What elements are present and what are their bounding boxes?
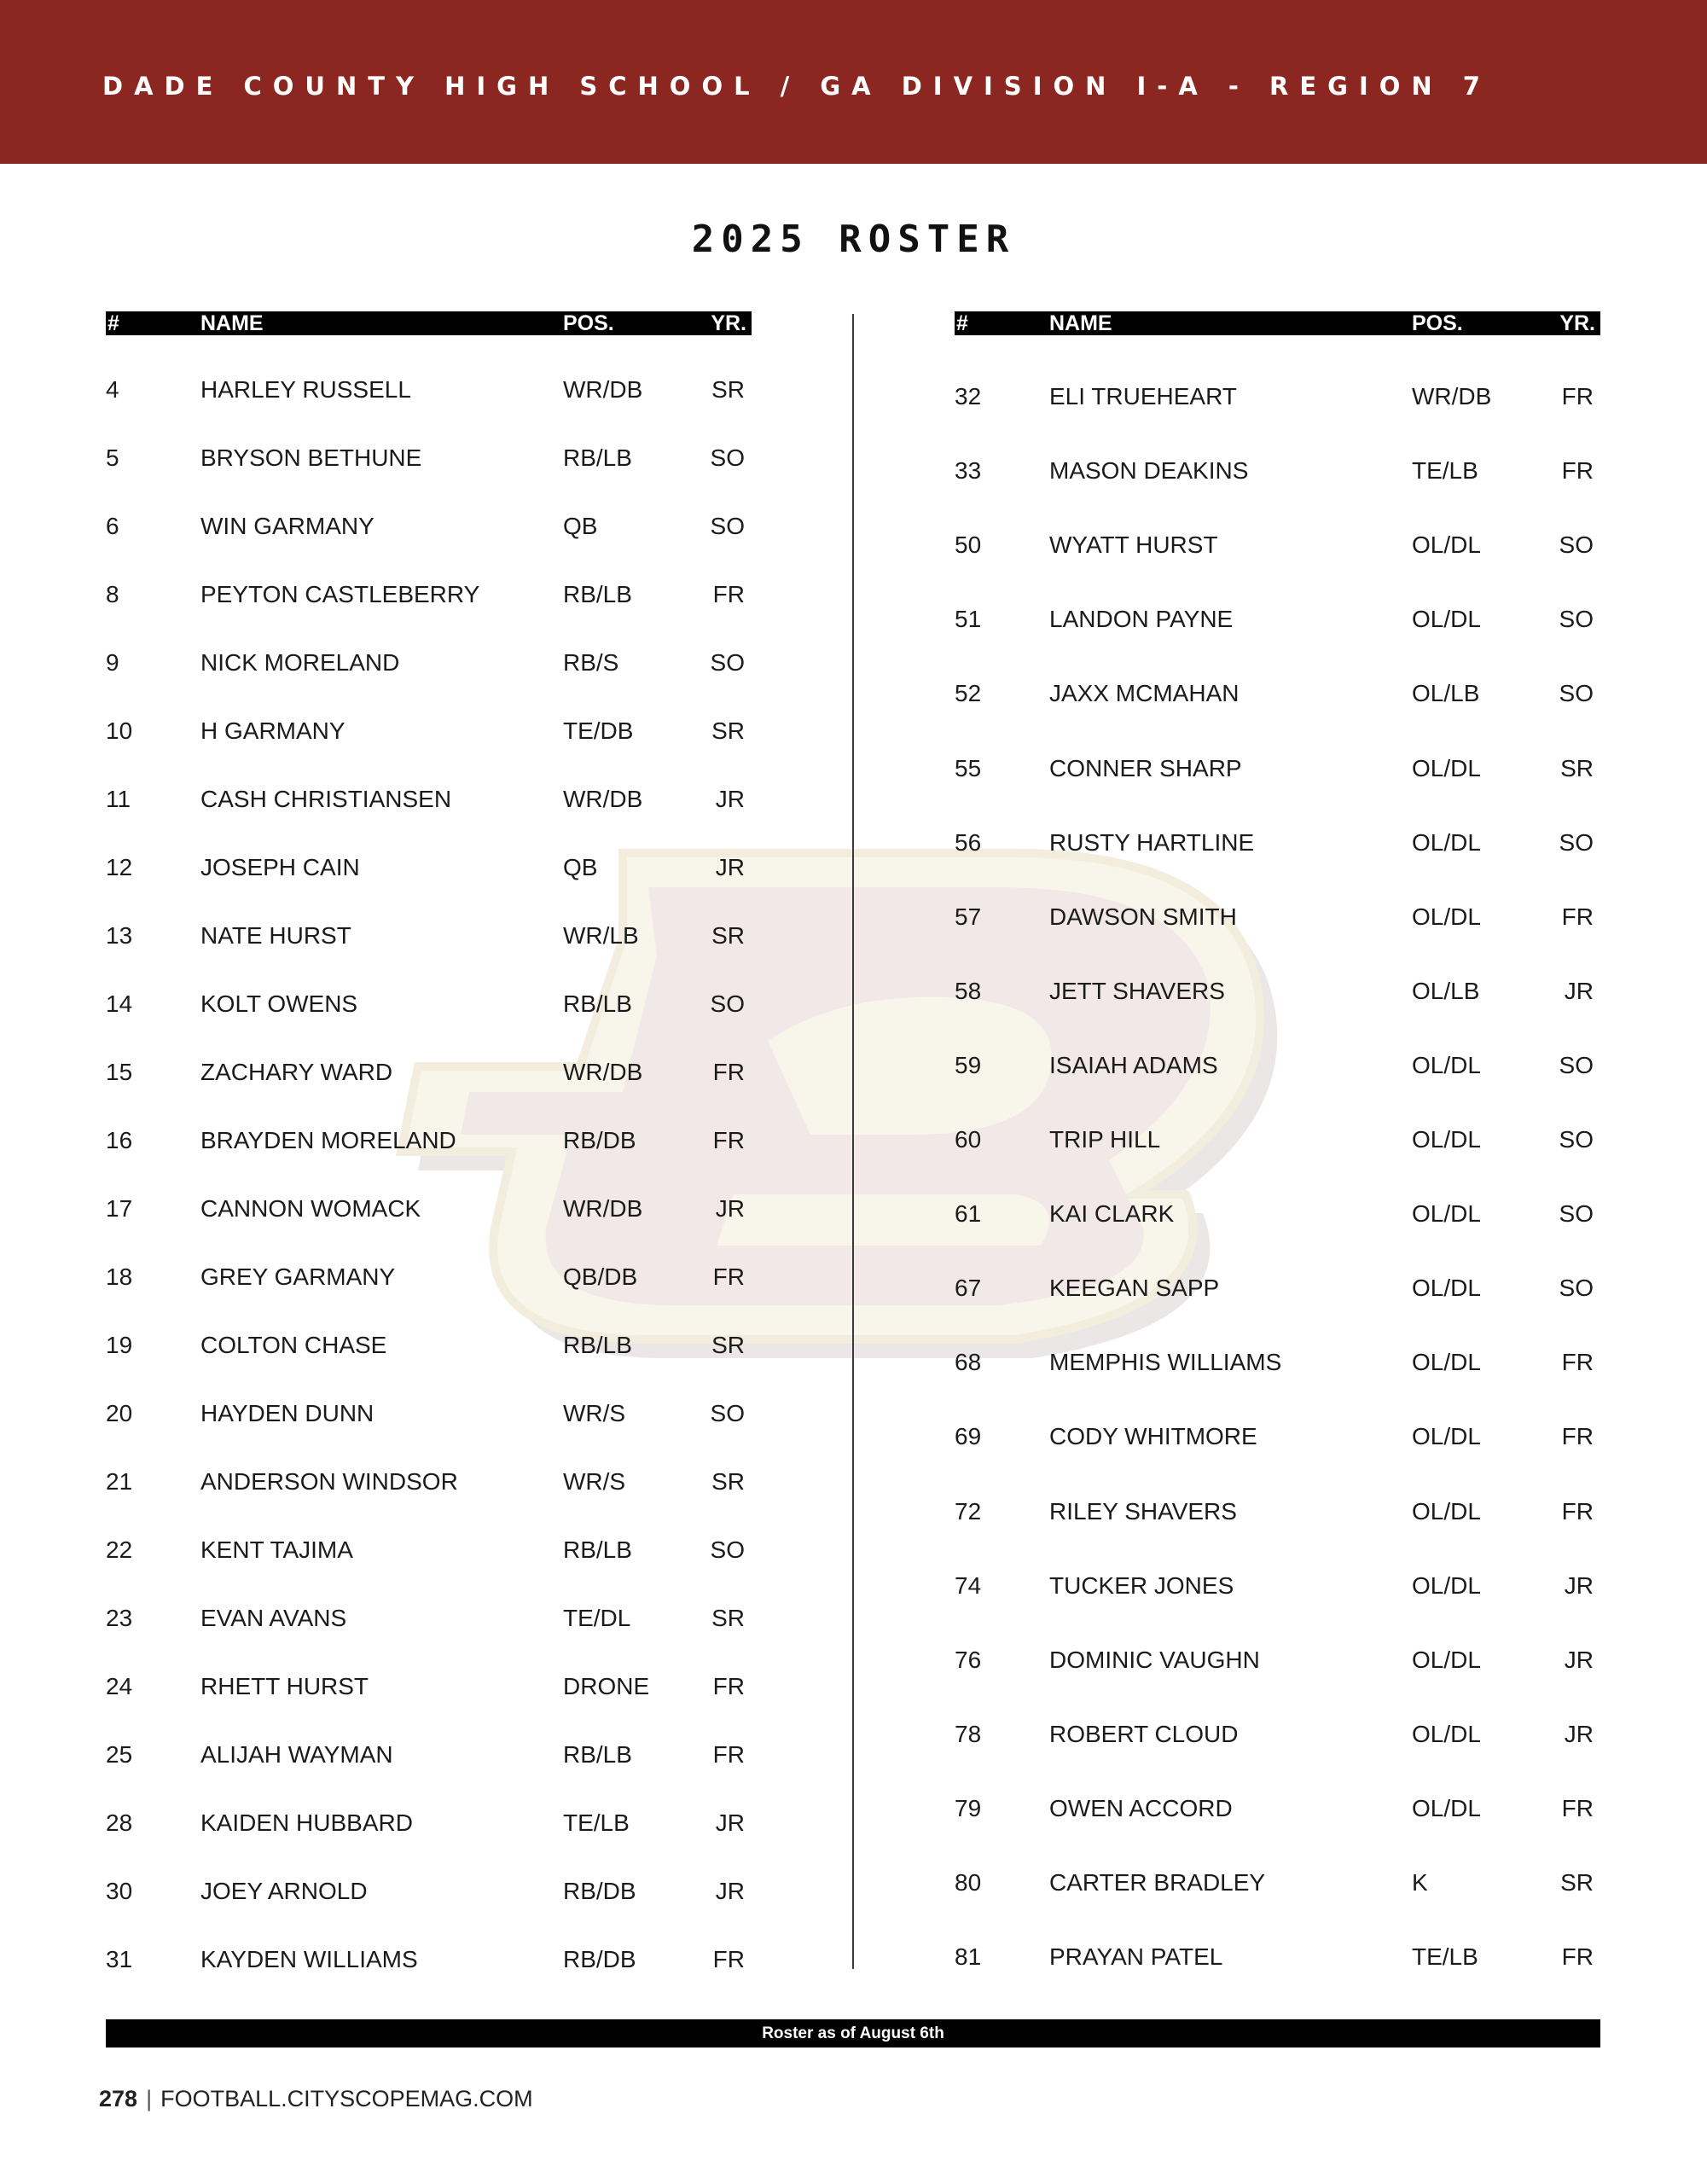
player-position: TE/LB	[1412, 457, 1478, 485]
player-name: NICK MORELAND	[200, 649, 400, 676]
header-pos: POS.	[563, 311, 614, 335]
player-year: JR	[1564, 1571, 1594, 1599]
roster-row	[955, 1123, 1600, 1157]
player-position: QB	[563, 854, 598, 880]
player-number: 6	[106, 513, 119, 539]
player-name: KOLT OWENS	[200, 990, 358, 1017]
player-number: 59	[955, 1051, 982, 1078]
page-footer	[99, 2086, 533, 2112]
player-year: SO	[710, 990, 745, 1017]
roster-row	[106, 919, 752, 953]
player-name: WIN GARMANY	[200, 513, 374, 539]
header-num: #	[956, 311, 968, 335]
player-name: WYATT HURST	[1049, 531, 1218, 559]
player-number: 25	[106, 1741, 133, 1768]
player-number: 51	[955, 606, 982, 633]
player-name: TUCKER JONES	[1049, 1571, 1234, 1599]
player-year: JR	[715, 854, 745, 880]
roster-row	[106, 373, 752, 407]
player-number: 23	[106, 1605, 133, 1631]
player-name: KAI CLARK	[1049, 1200, 1175, 1228]
player-name: H GARMANY	[200, 717, 345, 744]
roster-row	[106, 1670, 752, 1704]
roster-row	[106, 851, 752, 885]
player-year: SO	[1559, 1275, 1594, 1302]
player-name: PRAYAN PATEL	[1049, 1943, 1223, 1971]
player-number: 72	[955, 1497, 982, 1525]
player-number: 22	[106, 1536, 133, 1563]
player-position: RB/LB	[563, 1332, 632, 1358]
player-number: 74	[955, 1571, 982, 1599]
right-column-header	[955, 311, 1600, 335]
player-year: SR	[711, 1605, 745, 1631]
player-year: JR	[715, 1878, 745, 1904]
footer-separator: |	[146, 2086, 153, 2111]
player-position: RB/DB	[563, 1946, 636, 1972]
player-year: FR	[1561, 1943, 1594, 1971]
roster-row	[955, 1717, 1600, 1751]
player-number: 69	[955, 1423, 982, 1450]
player-position: TE/DB	[563, 717, 634, 744]
player-position: OL/DL	[1412, 1200, 1481, 1228]
roster-row	[106, 1192, 752, 1226]
player-year: SO	[1559, 828, 1594, 856]
player-name: ROBERT CLOUD	[1049, 1720, 1239, 1747]
player-name: ANDERSON WINDSOR	[200, 1468, 458, 1495]
roster-row	[106, 987, 752, 1021]
player-number: 14	[106, 990, 133, 1017]
player-position: OL/DL	[1412, 828, 1481, 856]
roster-row	[106, 1124, 752, 1158]
player-year: SR	[711, 922, 745, 949]
player-year: FR	[1561, 383, 1594, 410]
player-year: SR	[711, 1332, 745, 1358]
roster-row	[106, 782, 752, 816]
player-name: GREY GARMANY	[200, 1263, 396, 1290]
player-position: RB/LB	[563, 581, 632, 607]
player-year: SR	[711, 717, 745, 744]
roster-row	[106, 1601, 752, 1635]
player-position: WR/DB	[563, 376, 643, 403]
player-position: QB	[563, 513, 598, 539]
player-number: 76	[955, 1646, 982, 1673]
player-year: SO	[1559, 1200, 1594, 1228]
roster-row	[955, 1420, 1600, 1454]
page-number: 278	[99, 2086, 138, 2111]
player-name: RILEY SHAVERS	[1049, 1497, 1237, 1525]
roster-row	[106, 1328, 752, 1362]
player-number: 57	[955, 903, 982, 930]
roster-row	[955, 900, 1600, 934]
roster-row	[106, 646, 752, 680]
player-number: 50	[955, 531, 982, 559]
header-band	[0, 0, 1707, 164]
player-number: 56	[955, 828, 982, 856]
player-name: CONNER SHARP	[1049, 754, 1242, 781]
player-year: FR	[712, 1673, 745, 1699]
header-title: DADE COUNTY HIGH SCHOOL / GA DIVISION I-A - REGION 7	[102, 72, 1491, 101]
player-position: OL/DL	[1412, 1497, 1481, 1525]
header-pos: POS.	[1412, 311, 1463, 335]
player-year: FR	[1561, 1423, 1594, 1450]
player-name: ALIJAH WAYMAN	[200, 1741, 393, 1768]
roster-row	[106, 1738, 752, 1772]
roster-row	[106, 441, 752, 475]
roster-row	[955, 528, 1600, 562]
roster-row	[955, 380, 1600, 414]
player-position: TE/DL	[563, 1605, 631, 1631]
player-year: JR	[715, 1809, 745, 1836]
player-name: KAIDEN HUBBARD	[200, 1809, 413, 1836]
player-name: TRIP HILL	[1049, 1126, 1161, 1153]
player-name: MEMPHIS WILLIAMS	[1049, 1349, 1282, 1376]
player-number: 30	[106, 1878, 133, 1904]
player-year: JR	[1564, 1720, 1594, 1747]
roster-row	[106, 1806, 752, 1840]
player-year: SO	[710, 513, 745, 539]
player-position: OL/DL	[1412, 903, 1481, 930]
player-name: ISAIAH ADAMS	[1049, 1051, 1218, 1078]
roster-row	[106, 1943, 752, 1977]
header-name: NAME	[1049, 311, 1112, 335]
player-name: CASH CHRISTIANSEN	[200, 786, 452, 812]
player-year: JR	[1564, 977, 1594, 1004]
player-number: 12	[106, 854, 133, 880]
roster-date-note: Roster as of August 6th	[106, 2019, 1600, 2048]
player-name: JOSEPH CAIN	[200, 854, 360, 880]
roster-row	[106, 714, 752, 748]
roster-row	[106, 1397, 752, 1431]
player-name: RHETT HURST	[200, 1673, 369, 1699]
player-name: KAYDEN WILLIAMS	[200, 1946, 418, 1972]
player-position: RB/LB	[563, 990, 632, 1017]
roster-row	[106, 1533, 752, 1567]
player-number: 33	[955, 457, 982, 485]
player-year: SO	[1559, 680, 1594, 707]
column-divider	[852, 314, 854, 1969]
player-number: 52	[955, 680, 982, 707]
player-position: OL/DL	[1412, 606, 1481, 633]
header-yr: YR.	[1559, 311, 1595, 335]
player-position: OL/LB	[1412, 680, 1480, 707]
player-name: HAYDEN DUNN	[200, 1400, 374, 1426]
player-name: DOMINIC VAUGHN	[1049, 1646, 1260, 1673]
player-name: CARTER BRADLEY	[1049, 1869, 1266, 1896]
header-num: #	[107, 311, 119, 335]
player-year: SO	[710, 1400, 745, 1426]
player-year: FR	[712, 1741, 745, 1768]
player-year: JR	[715, 1195, 745, 1222]
player-number: 60	[955, 1126, 982, 1153]
player-year: JR	[715, 786, 745, 812]
player-position: RB/LB	[563, 1536, 632, 1563]
left-column-header	[106, 311, 752, 335]
player-year: JR	[1564, 1646, 1594, 1673]
player-position: RB/DB	[563, 1127, 636, 1153]
player-name: PEYTON CASTLEBERRY	[200, 581, 480, 607]
player-number: 80	[955, 1869, 982, 1896]
player-number: 24	[106, 1673, 133, 1699]
roster-row	[955, 1569, 1600, 1603]
player-number: 10	[106, 717, 133, 744]
roster-row	[106, 509, 752, 543]
player-number: 9	[106, 649, 119, 676]
player-number: 21	[106, 1468, 133, 1495]
player-position: OL/DL	[1412, 1423, 1481, 1450]
player-position: OL/DL	[1412, 531, 1481, 559]
header-yr: YR.	[711, 311, 746, 335]
player-position: OL/DL	[1412, 1051, 1481, 1078]
player-name: JAXX MCMAHAN	[1049, 680, 1240, 707]
player-position: OL/DL	[1412, 1646, 1481, 1673]
player-name: RUSTY HARTLINE	[1049, 828, 1255, 856]
player-year: FR	[712, 581, 745, 607]
roster-row	[955, 1495, 1600, 1529]
roster-row	[106, 1055, 752, 1089]
player-name: NATE HURST	[200, 922, 351, 949]
player-number: 79	[955, 1794, 982, 1821]
player-number: 18	[106, 1263, 133, 1290]
player-position: OL/DL	[1412, 1275, 1481, 1302]
player-number: 78	[955, 1720, 982, 1747]
player-name: CANNON WOMACK	[200, 1195, 421, 1222]
roster-row	[955, 677, 1600, 711]
player-number: 28	[106, 1809, 133, 1836]
player-position: OL/DL	[1412, 1349, 1481, 1376]
player-number: 31	[106, 1946, 133, 1972]
player-position: TE/LB	[563, 1809, 630, 1836]
player-position: OL/DL	[1412, 754, 1481, 781]
player-position: WR/S	[563, 1400, 626, 1426]
player-position: OL/DL	[1412, 1571, 1481, 1599]
player-year: SO	[1559, 1051, 1594, 1078]
player-name: BRYSON BETHUNE	[200, 444, 422, 471]
player-position: WR/S	[563, 1468, 626, 1495]
roster-row	[955, 1940, 1600, 1974]
roster-row	[955, 1271, 1600, 1305]
roster-row	[955, 1197, 1600, 1231]
player-number: 32	[955, 383, 982, 410]
player-number: 5	[106, 444, 119, 471]
site-url: FOOTBALL.CITYSCOPEMAG.COM	[160, 2086, 533, 2111]
player-year: SO	[710, 649, 745, 676]
player-position: DRONE	[563, 1673, 650, 1699]
player-year: FR	[712, 1059, 745, 1085]
player-name: EVAN AVANS	[200, 1605, 347, 1631]
player-year: FR	[1561, 457, 1594, 485]
player-position: RB/LB	[563, 444, 632, 471]
player-position: QB/DB	[563, 1263, 638, 1290]
player-name: JETT SHAVERS	[1049, 977, 1225, 1004]
player-name: HARLEY RUSSELL	[200, 376, 411, 403]
player-position: OL/LB	[1412, 977, 1480, 1004]
player-number: 67	[955, 1275, 982, 1302]
player-name: ELI TRUEHEART	[1049, 383, 1237, 410]
roster-row	[955, 454, 1600, 488]
player-number: 4	[106, 376, 119, 403]
player-year: FR	[712, 1263, 745, 1290]
roster-row	[955, 602, 1600, 636]
player-position: RB/S	[563, 649, 619, 676]
player-year: SO	[1559, 531, 1594, 559]
player-position: OL/DL	[1412, 1720, 1481, 1747]
roster-row	[955, 1792, 1600, 1826]
player-position: WR/DB	[1412, 383, 1492, 410]
player-number: 13	[106, 922, 133, 949]
player-name: LANDON PAYNE	[1049, 606, 1234, 633]
player-year: FR	[1561, 1497, 1594, 1525]
roster-row	[106, 1465, 752, 1499]
roster-row	[106, 1874, 752, 1908]
player-number: 16	[106, 1127, 133, 1153]
player-year: SO	[1559, 606, 1594, 633]
player-number: 61	[955, 1200, 982, 1228]
player-position: OL/DL	[1412, 1794, 1481, 1821]
player-position: TE/LB	[1412, 1943, 1478, 1971]
player-position: WR/DB	[563, 1195, 643, 1222]
player-name: MASON DEAKINS	[1049, 457, 1249, 485]
player-position: K	[1412, 1869, 1428, 1896]
player-position: WR/DB	[563, 786, 643, 812]
roster-row	[955, 1866, 1600, 1900]
player-number: 19	[106, 1332, 133, 1358]
player-year: FR	[712, 1127, 745, 1153]
player-name: KENT TAJIMA	[200, 1536, 353, 1563]
player-number: 20	[106, 1400, 133, 1426]
player-position: OL/DL	[1412, 1126, 1481, 1153]
player-year: FR	[712, 1946, 745, 1972]
player-name: KEEGAN SAPP	[1049, 1275, 1220, 1302]
roster-row	[955, 1643, 1600, 1677]
roster-row	[106, 578, 752, 612]
roster-row	[955, 1345, 1600, 1380]
player-position: RB/DB	[563, 1878, 636, 1904]
player-number: 15	[106, 1059, 133, 1085]
player-number: 11	[106, 786, 131, 812]
header-name: NAME	[200, 311, 264, 335]
player-position: WR/DB	[563, 1059, 643, 1085]
roster-row	[955, 1048, 1600, 1083]
player-year: FR	[1561, 903, 1594, 930]
player-year: FR	[1561, 1794, 1594, 1821]
player-number: 17	[106, 1195, 133, 1222]
player-year: SR	[711, 1468, 745, 1495]
player-year: SO	[710, 1536, 745, 1563]
player-year: SO	[1559, 1126, 1594, 1153]
roster-row	[106, 1260, 752, 1294]
player-number: 81	[955, 1943, 982, 1971]
player-name: BRAYDEN MORELAND	[200, 1127, 456, 1153]
player-year: SO	[710, 444, 745, 471]
roster-row	[955, 974, 1600, 1008]
player-name: ZACHARY WARD	[200, 1059, 393, 1085]
player-number: 68	[955, 1349, 982, 1376]
player-number: 8	[106, 581, 119, 607]
player-position: RB/LB	[563, 1741, 632, 1768]
player-year: SR	[1560, 754, 1594, 781]
player-name: JOEY ARNOLD	[200, 1878, 368, 1904]
roster-row	[955, 752, 1600, 786]
player-name: DAWSON SMITH	[1049, 903, 1237, 930]
player-number: 58	[955, 977, 982, 1004]
player-year: SR	[711, 376, 745, 403]
player-name: OWEN ACCORD	[1049, 1794, 1233, 1821]
player-name: CODY WHITMORE	[1049, 1423, 1257, 1450]
player-number: 55	[955, 754, 982, 781]
player-name: COLTON CHASE	[200, 1332, 387, 1358]
player-position: WR/LB	[563, 922, 639, 949]
player-year: SR	[1560, 1869, 1594, 1896]
player-year: FR	[1561, 1349, 1594, 1376]
page-title: 2025 ROSTER	[691, 218, 1016, 261]
roster-row	[955, 826, 1600, 860]
